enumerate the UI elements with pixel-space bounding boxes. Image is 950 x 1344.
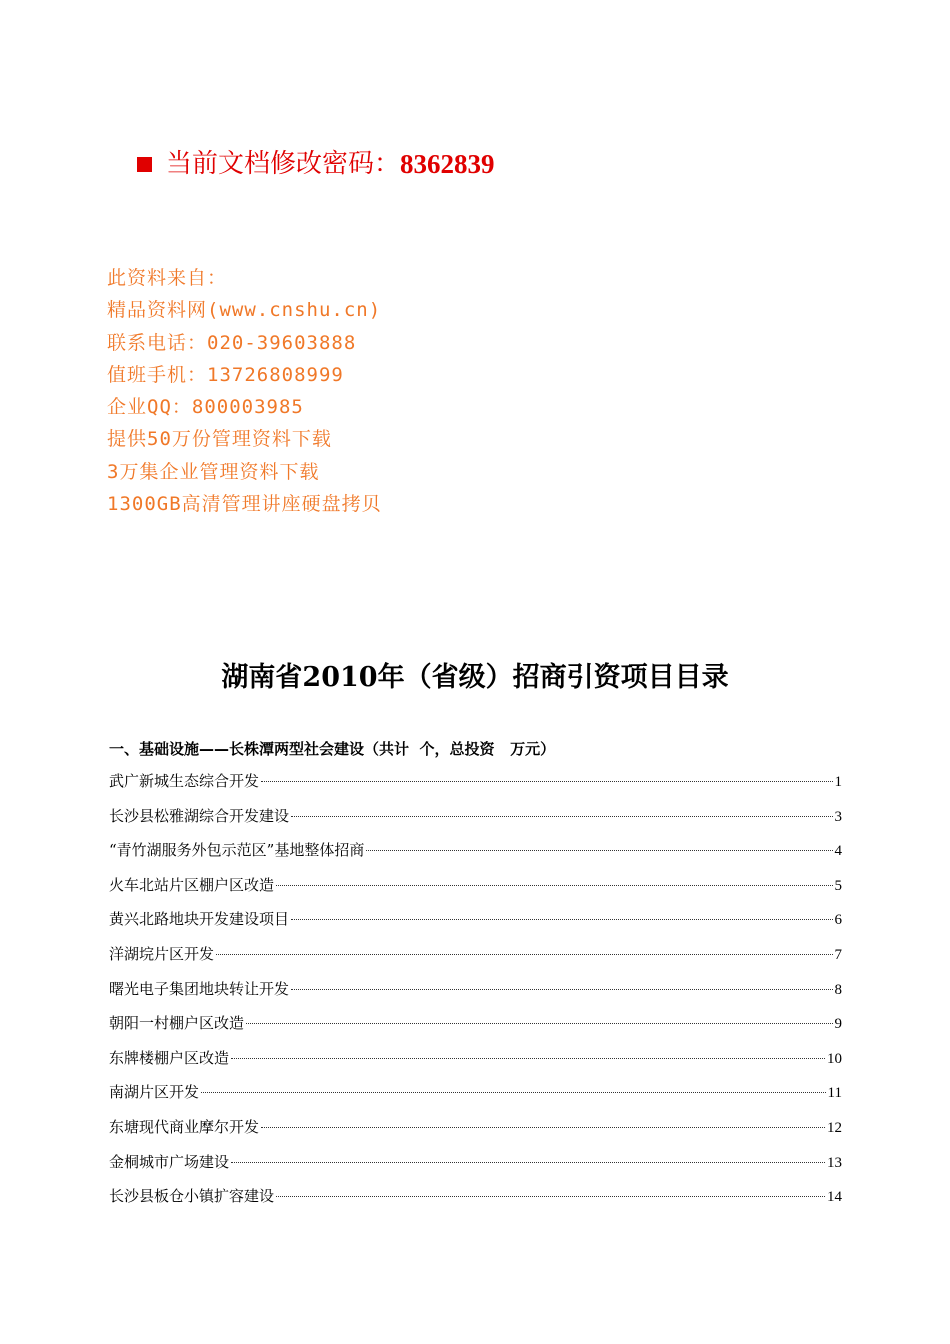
red-square-bullet-icon <box>137 157 152 172</box>
toc-entry[interactable] <box>109 805 842 840</box>
toc-entry[interactable] <box>109 908 842 943</box>
toc-dot-leader <box>276 885 832 886</box>
toc-entry[interactable] <box>109 1012 842 1047</box>
promo-line: 此资料来自： <box>107 267 228 289</box>
toc-entry-label: 洋湖垸片区开发 <box>109 944 215 963</box>
section-heading: 一、基础设施——长株潭两型社会建设（共计 个，总投资 万元） <box>109 740 556 758</box>
promo-line: 值班手机：13726808999 <box>107 363 344 386</box>
toc-entry-page: 14 <box>827 1189 842 1206</box>
toc-entry-page: 7 <box>834 946 842 963</box>
toc-entry-label: 东塘现代商业摩尔开发 <box>109 1117 260 1136</box>
password-notice <box>137 146 495 182</box>
toc-entry[interactable] <box>109 770 842 805</box>
toc-entry[interactable] <box>109 1116 842 1151</box>
toc-dot-leader <box>216 954 832 955</box>
toc-dot-leader <box>276 1196 825 1197</box>
toc-dot-leader <box>291 816 832 817</box>
toc-entry-page: 11 <box>827 1085 842 1102</box>
toc-entry-label: 武广新城生态综合开发 <box>109 772 260 790</box>
toc-entry-page: 4 <box>834 843 842 860</box>
toc-entry[interactable] <box>109 1151 842 1186</box>
toc-entry-label: 南湖片区开发 <box>109 1083 200 1102</box>
toc-entry-page: 6 <box>834 912 842 929</box>
password-label: 当前文档修改密码： <box>166 149 401 179</box>
toc-entry[interactable] <box>109 839 842 874</box>
promo-line: 3万集企业管理资料下载 <box>107 460 320 483</box>
toc-dot-leader <box>291 919 832 920</box>
toc-entry-page: 13 <box>827 1154 842 1171</box>
promo-line: 提供50万份管理资料下载 <box>107 428 332 451</box>
toc-entry-page: 8 <box>834 981 842 998</box>
toc-entry[interactable] <box>109 943 842 978</box>
toc-entry-label: 东牌楼棚户区改造 <box>109 1048 230 1067</box>
toc-entry[interactable] <box>109 1047 842 1082</box>
toc-entry-label: 火车北站片区棚户区改造 <box>109 875 275 894</box>
toc-entry-label: 金桐城市广场建设 <box>109 1152 230 1171</box>
toc-dot-leader <box>291 989 832 990</box>
toc-entry[interactable] <box>109 1081 842 1116</box>
toc-entry-page: 10 <box>827 1050 842 1067</box>
password-code: 8362839 <box>400 149 495 179</box>
toc-dot-leader <box>366 850 832 851</box>
table-of-contents <box>109 770 842 1220</box>
toc-entry-page: 3 <box>834 808 842 825</box>
toc-entry-page: 1 <box>834 774 842 790</box>
toc-dot-leader <box>231 1162 825 1163</box>
toc-entry-label: 长沙县松雅湖综合开发建设 <box>109 806 290 825</box>
toc-entry-label: 曙光电子集团地块转让开发 <box>109 979 290 998</box>
toc-dot-leader <box>201 1092 826 1093</box>
toc-entry-label: 黄兴北路地块开发建设项目 <box>109 910 290 929</box>
toc-entry-page: 12 <box>827 1119 842 1136</box>
promo-line: 联系电话：020-39603888 <box>107 331 357 354</box>
promo-line: 1300GB高清管理讲座硬盘拷贝 <box>107 493 382 516</box>
toc-entry-label: 朝阳一村棚户区改造 <box>109 1014 245 1033</box>
document-title: 湖南省2010年（省级）招商引资项目目录 <box>221 662 729 693</box>
toc-entry-page: 5 <box>834 877 842 894</box>
toc-dot-leader <box>231 1058 825 1059</box>
toc-entry[interactable] <box>109 1185 842 1220</box>
toc-entry-page: 9 <box>834 1016 842 1033</box>
toc-entry-label: 长沙县板仓小镇扩容建设 <box>109 1187 275 1206</box>
promo-block <box>107 262 382 520</box>
promo-line: 精品资料网(www.cnshu.cn) <box>107 299 382 322</box>
toc-dot-leader <box>246 1023 832 1024</box>
promo-line: 企业QQ：800003985 <box>107 396 304 419</box>
toc-entry-label: “青竹湖服务外包示范区”基地整体招商 <box>109 841 365 860</box>
toc-entry[interactable] <box>109 874 842 909</box>
toc-dot-leader <box>261 1127 825 1128</box>
toc-entry[interactable] <box>109 978 842 1013</box>
toc-dot-leader <box>261 781 832 782</box>
